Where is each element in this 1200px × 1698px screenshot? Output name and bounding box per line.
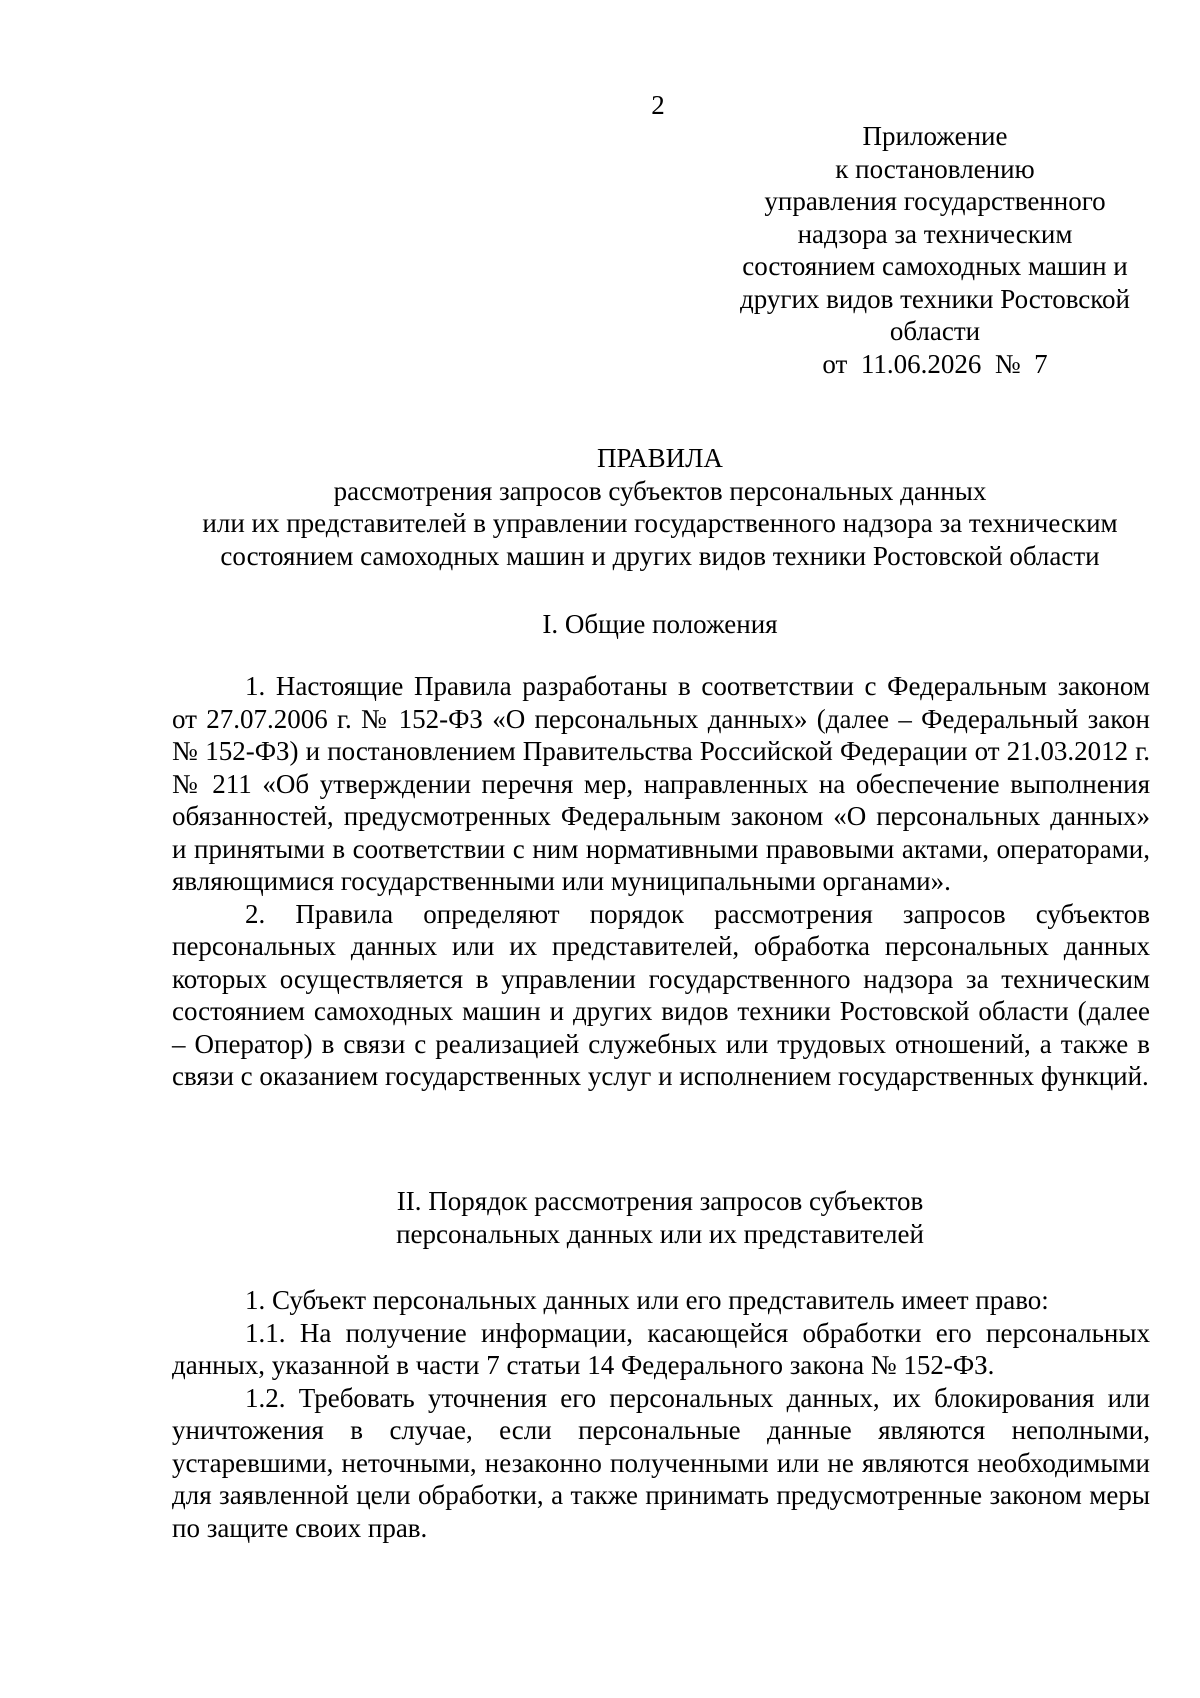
section-2-body xyxy=(172,1284,1150,1544)
paragraph: 1. Настоящие Правила разработаны в соответствии с Федеральным законом от 27.07.2006 г. № 152-ФЗ «О персональных данных» (далее – Федеральный закон № 152-ФЗ) и постановлением Правительства Российской Федерации от 21.03.2012 г. № 211 «Об утверждении перечня мер, направленных на обеспечение выполнения обязанностей, предусмотренных Федеральным законом «О персональных данных» и принятыми в соответствии с ним нормативными правовыми актами, операторами, являющимися государственными или муниципальными органами». xyxy=(172,671,1150,896)
document-date: 11.06.2026 xyxy=(860,348,982,379)
appendix-line: к постановлению xyxy=(835,153,1035,184)
appendix-line: области xyxy=(889,316,981,346)
appendix-line: Приложение xyxy=(862,121,1008,151)
appendix-line: других видов техники Ростовской xyxy=(740,283,1130,314)
appendix-line: надзора за техническим xyxy=(797,218,1073,249)
paragraph: 2. Правила определяют порядок рассмотрения запросов субъектов персональных данных или их представителей, обработка персональных данных которых осуществляется в управлении государственного надзора за техническим состоянием самоходных машин и других видов техники Ростовской области (далее – Оператор) в связи с реализацией служебных или трудовых отношений, а также в связи с оказанием государственных услуг и исполнением государственных функций. xyxy=(172,898,1150,1091)
paragraph: 1. Субъект персональных данных или его представитель имеет право: xyxy=(245,1285,1049,1315)
document-number: 7 xyxy=(1034,348,1048,379)
date-prefix: от xyxy=(822,348,848,379)
appendix-line: состоянием самоходных машин и xyxy=(742,251,1128,281)
document-title xyxy=(170,442,1150,572)
title-heading: ПРАВИЛА xyxy=(597,443,723,473)
title-subtitle-line: или их представителей в управлении государственного надзора за техническим xyxy=(202,508,1118,538)
section-2-heading-line: II. Порядок рассмотрения запросов субъектов xyxy=(396,1186,924,1216)
paragraph: 1.2. Требовать уточнения его персональных данных, их блокирования или уничтожения в случае, если персональные данные являются неполными, устаревшими, неточными, незаконно полученными или не являются необходимыми для заявленной цели обработки, а также принимать предусмотренные законом меры по защите своих прав. xyxy=(172,1382,1150,1543)
appendix-date-line xyxy=(720,348,1150,381)
section-1-heading: I. Общие положения xyxy=(542,609,778,639)
section-2-heading-line: персональных данных или их представителей xyxy=(396,1218,924,1249)
title-subtitle-line: состоянием самоходных машин и других видов техники Ростовской области xyxy=(220,540,1100,571)
title-subtitle-line: рассмотрения запросов субъектов персональных данных xyxy=(333,475,987,506)
page-number: 2 xyxy=(651,90,665,120)
appendix-block xyxy=(720,120,1150,380)
section-1-body xyxy=(172,670,1150,1093)
paragraph: 1.1. На получение информации, касающейся обработки его персональных данных, указанной в части 7 статьи 14 Федерального закона № 152-ФЗ. xyxy=(172,1317,1150,1380)
number-sign: № xyxy=(994,348,1021,379)
appendix-line: управления государственного xyxy=(764,186,1106,216)
section-2-heading xyxy=(170,1185,1150,1250)
